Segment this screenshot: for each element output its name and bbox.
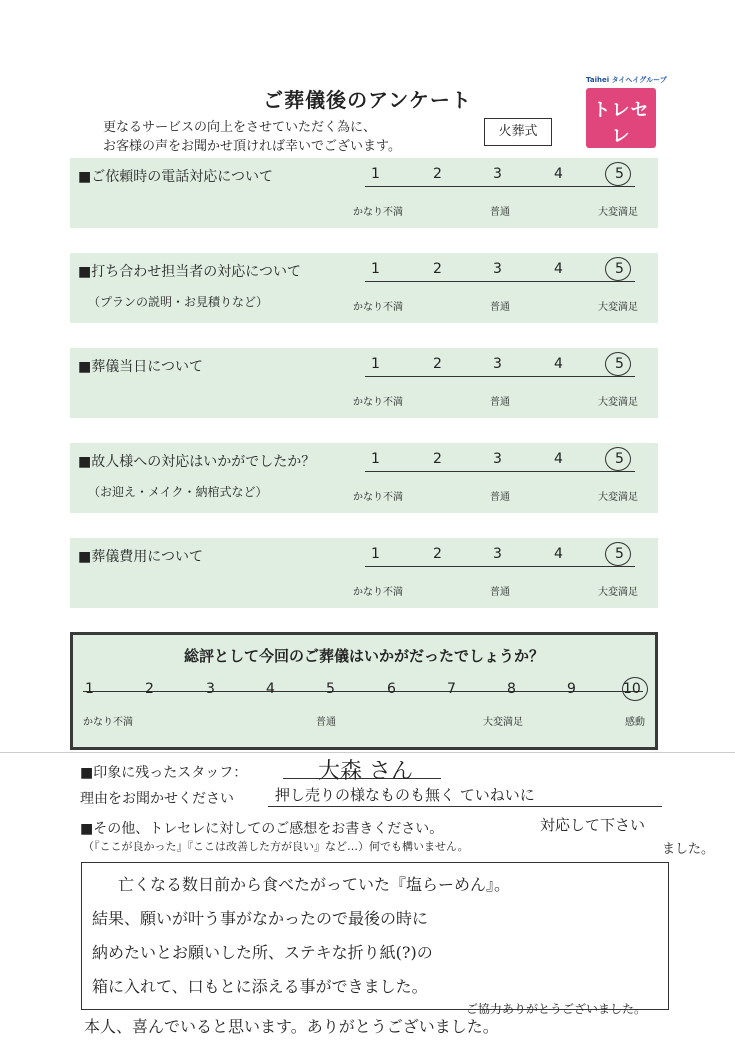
staff-label: ■印象に残ったスタッフ： (80, 765, 248, 781)
rating-scale (365, 162, 635, 187)
scale-num-1[interactable]: 1 (371, 166, 380, 182)
summary-label-top: 感動 (625, 717, 645, 728)
intro-line-1: 更なるサービスの向上をさせていただく為に、 (103, 120, 377, 135)
label-high: 大変満足 (598, 587, 638, 598)
summary-num-4[interactable]: 4 (266, 681, 275, 697)
scale-num-2[interactable]: 2 (433, 261, 442, 277)
scale-num-3[interactable]: 3 (493, 546, 502, 562)
label-low: かなり不満 (353, 397, 403, 408)
label-high: 大変満足 (598, 492, 638, 503)
scale-num-1[interactable]: 1 (371, 546, 380, 562)
brand-group-text: Taihei タイヘイグループ (586, 76, 667, 84)
question-text: ■葬儀当日について (78, 359, 203, 375)
question-text: ■打ち合わせ担当者の対応について (78, 264, 301, 280)
comment-line-4: 箱に入れて、口もとに添える事ができました。 (92, 977, 428, 996)
scale-num-2[interactable]: 2 (433, 356, 442, 372)
scale-num-5[interactable]: 5 (615, 546, 624, 562)
survey-title: ご葬儀後のアンケート (263, 88, 472, 112)
comment-line-2: 結果、願いが叶う事がなかったので最後の時に (92, 909, 429, 928)
reason-underline (268, 806, 662, 807)
summary-scale-line (83, 691, 643, 692)
scale-num-3[interactable]: 3 (493, 261, 502, 277)
reason-label: 理由をお聞かせください (80, 791, 234, 807)
label-low: かなり不満 (353, 207, 403, 218)
summary-num-1[interactable]: 1 (85, 681, 94, 697)
reason-handwritten-cont[interactable]: 対応して下さい (540, 816, 646, 834)
comment-line-3: 納めたいとお願いした所、ステキな折り紙(?)の (92, 943, 433, 962)
question-block-1 (70, 158, 658, 228)
summary-label-high: 大変満足 (483, 717, 523, 728)
scale-num-4[interactable]: 4 (554, 166, 563, 182)
summary-num-7[interactable]: 7 (447, 681, 456, 697)
comment-line-1: 亡くなる数日前から食べたがっていた『塩らーめん』。 (118, 875, 511, 894)
intro-line-2: お客様の声をお聞かせ頂ければ幸いでございます。 (103, 139, 401, 154)
summary-block (70, 632, 658, 750)
question-block-5 (70, 538, 658, 608)
rating-scale (365, 542, 635, 567)
summary-num-8[interactable]: 8 (507, 681, 516, 697)
other-comments-note: （『ここが良かった』『ここは改善した方が良い』など…）何でも構いません。 (83, 840, 469, 853)
question-text: ■葬儀費用について (78, 549, 203, 565)
scale-num-4[interactable]: 4 (554, 546, 563, 562)
question-text: ■ご依頼時の電話対応について (78, 169, 273, 185)
summary-num-5[interactable]: 5 (326, 681, 335, 697)
ceremony-type-box: 火葬式 (484, 118, 552, 146)
summary-num-10[interactable]: 10 (623, 681, 641, 697)
scale-num-5[interactable]: 5 (615, 356, 624, 372)
scale-num-1[interactable]: 1 (371, 261, 380, 277)
label-high: 大変満足 (598, 302, 638, 313)
summary-label-mid: 普通 (316, 717, 336, 728)
comment-line-5: 本人、喜んでいると思います。ありがとうございました。 (84, 1017, 499, 1036)
summary-label-low: かなり不満 (83, 717, 133, 728)
label-low: かなり不満 (353, 587, 403, 598)
selected-rating-circle (605, 542, 631, 566)
scale-num-2[interactable]: 2 (433, 166, 442, 182)
summary-question: 総評として今回のご葬儀はいかがだったでしょうか？ (183, 647, 544, 665)
reason-handwritten[interactable]: 押し売りの様なものも無く ていねいに (275, 786, 535, 804)
label-low: かなり不満 (353, 492, 403, 503)
scale-num-2[interactable]: 2 (433, 451, 442, 467)
selected-rating-circle (605, 162, 631, 186)
rating-scale (365, 257, 635, 282)
label-mid: 普通 (490, 492, 510, 503)
rating-scale (365, 352, 635, 377)
thanks-text: ご協力ありがとうございました。 (466, 1002, 647, 1016)
scale-num-1[interactable]: 1 (371, 356, 380, 372)
reason-handwritten-cont2[interactable]: ました。 (662, 842, 715, 857)
summary-selected-circle (622, 677, 648, 701)
rating-scale (365, 447, 635, 472)
brand-badge (586, 88, 656, 148)
selected-rating-circle (605, 257, 631, 281)
scale-num-4[interactable]: 4 (554, 451, 563, 467)
scale-num-5[interactable]: 5 (615, 261, 624, 277)
brand-logo (586, 75, 667, 148)
brand-name: トレセレ (592, 100, 650, 147)
label-mid: 普通 (490, 207, 510, 218)
summary-num-6[interactable]: 6 (387, 681, 396, 697)
scale-num-5[interactable]: 5 (615, 166, 624, 182)
question-subtext: （プランの説明・お見積りなど） (88, 295, 269, 309)
scale-num-3[interactable]: 3 (493, 356, 502, 372)
summary-num-2[interactable]: 2 (145, 681, 154, 697)
scale-num-4[interactable]: 4 (554, 356, 563, 372)
summary-num-3[interactable]: 3 (206, 681, 215, 697)
question-block-2 (70, 253, 658, 323)
section-divider (0, 752, 735, 753)
scale-num-4[interactable]: 4 (554, 261, 563, 277)
question-block-3 (70, 348, 658, 418)
scale-num-2[interactable]: 2 (433, 546, 442, 562)
scale-num-1[interactable]: 1 (371, 451, 380, 467)
other-comments-label: ■その他、トレセレに対してのご感想をお書きください。 (80, 821, 444, 837)
staff-name-handwritten[interactable]: 大森 さん (318, 759, 413, 784)
selected-rating-circle (605, 352, 631, 376)
label-mid: 普通 (490, 302, 510, 313)
label-mid: 普通 (490, 397, 510, 408)
question-text: ■故人様への対応はいかがでしたか？ (78, 454, 316, 470)
label-high: 大変満足 (598, 207, 638, 218)
scale-num-3[interactable]: 3 (493, 166, 502, 182)
question-block-4 (70, 443, 658, 513)
question-subtext: （お迎え・メイク・納棺式など） (88, 485, 268, 499)
label-mid: 普通 (490, 587, 510, 598)
label-low: かなり不満 (353, 302, 403, 313)
label-high: 大変満足 (598, 397, 638, 408)
summary-num-9[interactable]: 9 (567, 681, 576, 697)
selected-rating-circle (605, 447, 631, 471)
scale-num-5[interactable]: 5 (615, 451, 624, 467)
scale-num-3[interactable]: 3 (493, 451, 502, 467)
